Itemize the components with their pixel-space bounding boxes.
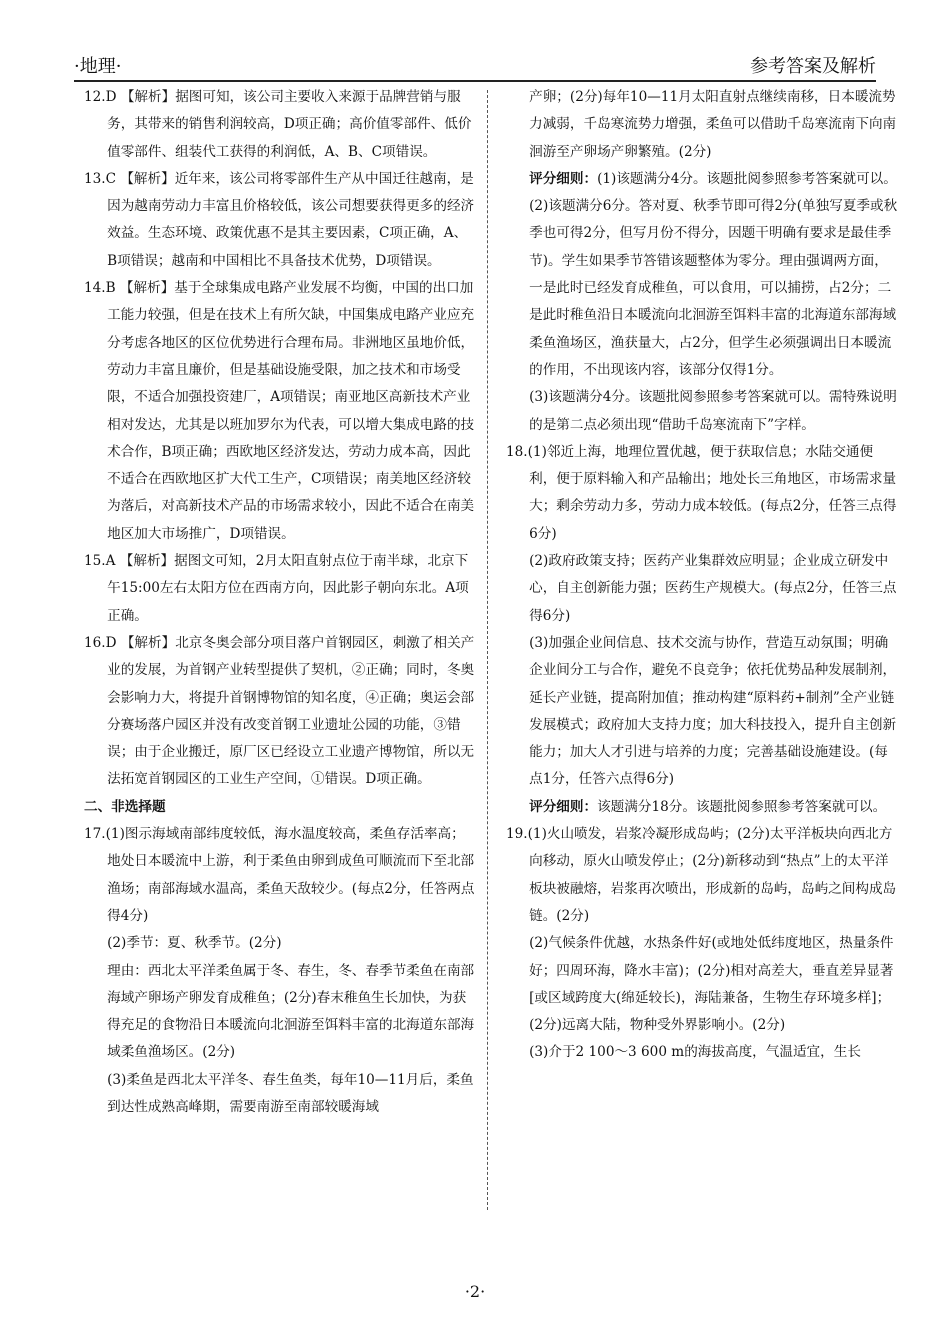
answer-paragraph: (3)该题满分4分。该题批阅参照参考答案就可以。需特殊说明的是第二点必须出现“借助千岛寒流南下”字样。 <box>529 389 897 433</box>
answer-paragraph: (2)政府政策支持；医药产业集群效应明显；企业成立研发中心，自主创新能力强；医药生产规模大。(每点2分，任答三点得6分) <box>529 553 897 624</box>
scoring-label: 评分细则： <box>529 798 598 815</box>
answer-item: 14.B 【解析】基于全球集成电路产业发展不均衡，中国的出口加工能力较强，但是在技术上有所欠缺，中国集成电路产业应充分考虑各地区的区位优势进行合理布局。非洲地区虽地价低，劳动力丰富且廉价，但是基础设施受限，加之技术和市场受限，不适合加强投资建厂，A项错误；南亚地区高新技术产业相对发达，尤其是以班加罗尔为代表，可以增大集成电路的技术合作，B项正确；西欧地区经济发达，劳动力成本高，因此不适合在西欧地区扩大代工生产，C项错误；南美地区经济较为落后，对高新技术产品的市场需求较小，因此不适合在南美地区加大市场推广，D项错误。 <box>84 280 475 542</box>
answer-item: 12.D 【解析】据图可知，该公司主要收入来源于品牌营销与服务，其带来的销售利润较高，D项正确；高价值零部件、低价值零部件、组装代工获得的利润低，A、B、C项错误。 <box>84 89 472 160</box>
subject-label: ·地理· <box>74 56 122 77</box>
section-heading: 二、非选择题 <box>84 798 166 815</box>
left-column <box>84 84 476 1121</box>
column-divider <box>487 90 488 1210</box>
answer-item: 17.(1)图示海域南部纬度较低，海水温度较高，柔鱼存活率高；地处日本暖流中上游，利于柔鱼由卵到成鱼可顺流而下至北部渔场；南部海域水温高，柔鱼天敌较少。(每点2分，任答两点得4分) <box>84 826 475 924</box>
answer-paragraph: (2)该题满分6分。答对夏、秋季节即可得2分(单独写夏季或秋季也可得2分，但写月份不得分，因题干明确有要求是最佳季节)。学生如果季节答错该题整体为零分。理由强调两方面，一是此时已经发育成稚鱼，可以食用，可以捕捞，占2分；二是此时稚鱼沿日本暖流向北洄游至饵料丰富的北海道东部海域柔鱼渔场区，渔获量大，占2分，但学生必须强调出日本暖流的作用，不出现该内容，该部分仅得1分。 <box>529 198 898 378</box>
answer-item: 18.(1)邻近上海，地理位置优越，便于获取信息；水陆交通便利，便于原料输入和产品输出；地处长三角地区，市场需求量大；剩余劳动力多，劳动力成本较低。(每点2分，任答三点得6分) <box>506 443 897 542</box>
scoring-note <box>506 794 898 821</box>
answer-item: 13.C 【解析】近年来，该公司将零部件生产从中国迁往越南，是因为越南劳动力丰富且价格较低，该公司想要获得更多的经济效益。生态环境、政策优惠不是其主要因素，C项正确，A、B项错误；越南和中国相比不具备技术优势，D项错误。 <box>84 170 475 269</box>
page-header <box>74 52 876 82</box>
right-column <box>506 84 898 1067</box>
answer-paragraph: (2)气候条件优越，水热条件好(或地处低纬度地区，热量条件好；四周环海，降水丰富)；(2分)相对高差大，垂直差异显著[或区域跨度大(绵延较长)，海陆兼备，生物生存环境多样]；(2分)远离大陆，物种受外界影响小。(2分) <box>529 935 894 1034</box>
scoring-note <box>506 166 898 193</box>
scoring-text: (1)该题满分4分。该题批阅参照参考答案就可以。 <box>597 170 897 187</box>
scoring-text: 该题满分18分。该题批阅参照参考答案就可以。 <box>597 798 887 815</box>
answer-paragraph: (3)柔鱼是西北太平洋冬、春生鱼类，每年10—11月后，柔鱼到达性成熟高峰期，需要南游至南部较暖海域 <box>107 1071 474 1115</box>
scoring-label: 评分细则： <box>529 170 598 187</box>
answer-item: 19.(1)火山喷发，岩浆冷凝形成岛屿；(2分)太平洋板块向西北方向移动，原火山喷发停止；(2分)新移动到“热点”上的太平洋板块被融熔，岩浆再次喷出，形成新的岛屿，岛屿之间构成岛链。(2分) <box>506 826 897 924</box>
answer-paragraph: 理由：西北太平洋柔鱼属于冬、春生，冬、春季节柔鱼在南部海域产卵场产卵发育成稚鱼；(2分)春末稚鱼生长加快，为获得充足的食物沿日本暖流向北洄游至饵料丰富的北海道东部海域柔鱼渔场区。(2分) <box>107 962 475 1061</box>
answer-item: 16.D 【解析】北京冬奥会部分项目落户首钢园区，刺激了相关产业的发展，为首钢产业转型提供了契机，②正确；同时，冬奥会影响力大，将提升首钢博物馆的知名度，④正确；奥运会部分赛场落户园区并没有改变首钢工业遗址公园的功能，③错误；由于企业搬迁，原厂区已经设立工业遗产博物馆，所以无法拓宽首钢园区的工业生产空间，①错误。D项正确。 <box>84 634 475 788</box>
header-title: 参考答案及解析 <box>750 56 876 77</box>
answer-paragraph: 产卵；(2分)每年10—11月太阳直射点继续南移，日本暖流势力减弱，千岛寒流势力增强，柔鱼可以借助千岛寒流南下向南洄游至产卵场产卵繁殖。(2分) <box>529 89 897 160</box>
answer-paragraph: (2)季节：夏、秋季节。(2分) <box>107 935 282 952</box>
header-rule <box>74 80 876 82</box>
page-number: ·2· <box>464 1282 486 1301</box>
answer-paragraph: (3)介于2 100～3 600 m的海拔高度，气温适宜，生长 <box>529 1044 861 1061</box>
answer-item: 15.A 【解析】据图文可知，2月太阳直射点位于南半球，北京下午15:00左右太阳方位在西南方向，因此影子朝向东北。A项正确。 <box>84 553 469 624</box>
answer-paragraph: (3)加强企业间信息、技术交流与协作，营造互动氛围；明确企业间分工与合作，避免不良竞争；依托优势品种发展制剂，延长产业链，提高附加值；推动构建“原料药+制剂”全产业链发展模式；政府加大支持力度；加大科技投入，提升自主创新能力；加大人才引进与培养的力度；完善基础设施建设。(每点1分，任答六点得6分) <box>529 634 897 788</box>
